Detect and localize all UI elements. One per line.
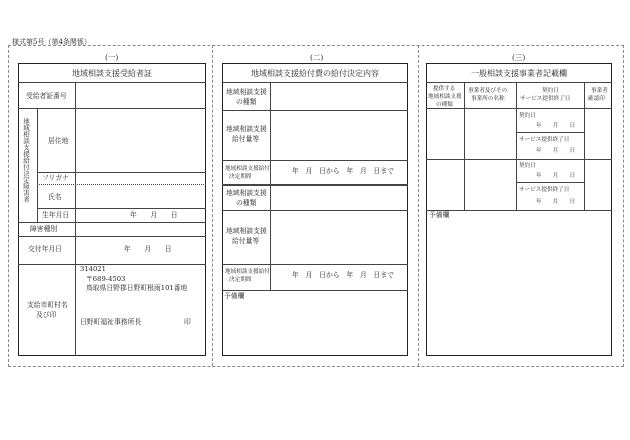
date-value-4: 年 月 日	[536, 199, 576, 205]
mayor-title: 日野町福祉事務所長	[80, 318, 142, 326]
end-date-2: サービス提供終了日	[519, 187, 570, 193]
period-value-b: 年 月 日から 年 月 日まで	[292, 271, 394, 279]
card2-number: (二)	[310, 53, 324, 62]
amount-label-1: 地域相談支援	[226, 125, 267, 133]
period-label-1: 地域相談支援給付	[225, 166, 270, 172]
end-date-1: サービス提供終了日	[519, 137, 570, 143]
card2-header: 地域相談支援給付費の給付決定内容	[251, 69, 379, 78]
disability-type-label: 障害種別	[30, 225, 58, 233]
municipality-code: 314021	[80, 265, 106, 273]
birthdate-label: 生年月日	[42, 211, 70, 219]
type-label-2: の種類	[236, 98, 257, 106]
period-label-1b: 地域相談支援給付	[225, 269, 270, 275]
col1-line2: 地域相談支援	[428, 94, 462, 100]
address-label: 居住地	[48, 137, 69, 145]
name-label: 氏名	[48, 193, 62, 201]
amount-label-1b: 地域相談支援	[226, 227, 267, 235]
type-label-1: 地域相談支援	[226, 88, 267, 96]
date-value-3: 年 月 日	[536, 173, 576, 179]
card3-notes-label: 予備欄	[429, 211, 450, 219]
date-value-1: 年 月 日	[536, 123, 576, 129]
amount-label-2b: 給付量等	[232, 237, 260, 245]
municipality-label-2: 及び印	[36, 311, 57, 319]
card1-header: 地域相談支援受給者証	[72, 69, 152, 78]
col4-line1: 事業者	[591, 88, 608, 94]
seal-mark: 印	[184, 318, 191, 326]
col1-line1: 提供する	[433, 86, 456, 92]
certificate-no-label: 受給者証番号	[26, 92, 67, 100]
card3-header: 一般相談支援事業者記載欄	[471, 69, 567, 78]
period-label-2b: 決定期間	[229, 277, 252, 283]
contract-date-2: 契約日	[519, 163, 536, 169]
col2-line2: 事業所の名称	[471, 96, 505, 102]
furigana-label: フリガナ	[42, 174, 69, 182]
municipality-label-1: 支給市町村名	[27, 301, 68, 309]
postal-code: 〒689-4503	[86, 275, 126, 283]
col3-line1: 契約日	[542, 88, 559, 94]
contract-date-1: 契約日	[519, 113, 536, 119]
date-value-2: 年 月 日	[536, 148, 576, 154]
card1-number: (一)	[105, 53, 119, 62]
period-label-2: 決定期間	[229, 174, 252, 180]
form-title: 様式第5号（第4条関係）	[12, 38, 91, 46]
col4-line2: 確認印	[588, 96, 605, 102]
col3-line2: サービス提供終了日	[520, 96, 571, 102]
issue-date-label: 交付年月日	[28, 245, 62, 253]
type-label-2b: の種類	[236, 199, 257, 207]
fold-line-2	[418, 45, 419, 366]
card3-number: (三)	[512, 53, 526, 62]
card2-notes-label: 予備欄	[224, 292, 245, 300]
col2-line1: 事業者及びその	[468, 88, 508, 94]
municipality-address: 鳥取県日野郡日野町根雨101番地	[86, 284, 188, 292]
period-value: 年 月 日から 年 月 日まで	[292, 167, 394, 175]
fold-line-1	[212, 45, 213, 366]
type-label-1b: 地域相談支援	[226, 189, 267, 197]
birthdate-value: 年 月 日	[130, 211, 178, 219]
side-label: 地域相談支援給付決定障害者	[22, 118, 30, 203]
col1-line3: の種類	[436, 102, 453, 108]
issue-date-value: 年 月 日	[124, 245, 172, 253]
amount-label-2: 給付量等	[232, 135, 260, 143]
